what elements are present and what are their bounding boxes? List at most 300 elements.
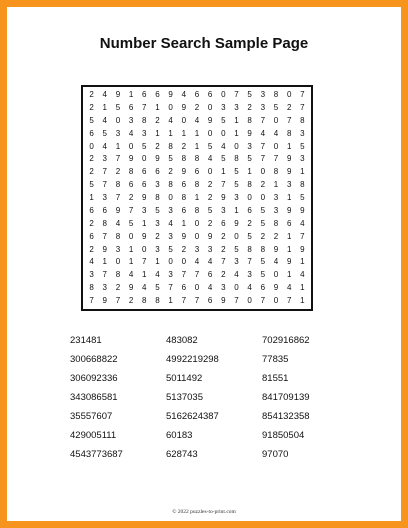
grid-cell: 0 (273, 296, 279, 305)
word-item: 4992219298 (166, 354, 219, 365)
grid-cell: 1 (286, 193, 292, 202)
puzzle-page (7, 7, 401, 521)
grid-cell: 1 (194, 141, 200, 151)
grid-cell: 7 (300, 102, 305, 112)
grid-cell: 9 (207, 115, 213, 125)
word-item: 429005111 (70, 430, 117, 441)
word-item: 5011492 (166, 373, 203, 384)
grid-cell: 0 (115, 115, 121, 125)
grid-row (85, 116, 309, 126)
grid-cell: 9 (142, 231, 147, 241)
grid-cell: 8 (260, 244, 266, 254)
grid-cell: 8 (89, 283, 94, 293)
grid-cell: 7 (286, 296, 292, 305)
grid-cell: 1 (234, 205, 239, 215)
grid-cell: 3 (260, 90, 266, 99)
grid-cell: 0 (128, 141, 134, 151)
grid-cell: 8 (286, 128, 292, 138)
grid-cell: 5 (221, 154, 226, 164)
grid-cell: 2 (207, 218, 213, 228)
grid-cell: 8 (300, 180, 305, 190)
grid-row (85, 257, 309, 267)
word-item: 231481 (70, 335, 102, 346)
grid-cell: 4 (168, 115, 173, 125)
grid-cell: 0 (115, 257, 121, 267)
grid-cell: 9 (247, 128, 252, 138)
grid-cell: 2 (155, 115, 160, 125)
grid-cell: 6 (142, 167, 147, 177)
grid-cell: 7 (234, 90, 239, 99)
grid-cell: 3 (234, 102, 239, 112)
grid-cell: 4 (155, 270, 160, 280)
grid-row (85, 219, 309, 229)
grid-cell: 2 (89, 102, 94, 112)
grid-cell: 9 (221, 296, 226, 305)
grid-cell: 9 (142, 193, 147, 202)
grid-cell: 2 (221, 231, 226, 241)
grid-cell: 3 (155, 218, 160, 228)
grid-cell: 0 (221, 128, 226, 138)
grid-cell: 3 (207, 244, 213, 254)
grid-cell: 8 (155, 193, 160, 202)
grid-cell: 3 (168, 205, 173, 215)
grid-cell: 1 (181, 128, 187, 138)
grid-cell: 6 (89, 205, 94, 215)
grid-cell: 8 (247, 180, 252, 190)
grid-cell: 2 (260, 231, 266, 241)
grid-cell: 2 (155, 141, 160, 151)
grid-cell: 9 (234, 218, 239, 228)
grid-cell: 4 (89, 257, 94, 267)
grid-cell: 9 (102, 296, 107, 305)
grid-cell: 1 (300, 283, 305, 293)
grid-cell: 1 (155, 128, 160, 138)
grid-cell: 3 (273, 205, 279, 215)
grid-cell: 3 (260, 102, 266, 112)
grid-cell: 7 (260, 154, 266, 164)
grid-cell: 5 (234, 167, 239, 177)
word-item: 343086581 (70, 392, 118, 403)
grid-cell: 3 (234, 257, 239, 267)
grid-cell: 0 (142, 244, 147, 254)
grid-cell: 0 (234, 283, 239, 293)
grid-cell: 9 (286, 257, 292, 267)
grid-cell: 3 (168, 270, 173, 280)
grid-cell: 3 (102, 154, 107, 164)
grid-cell: 3 (168, 231, 173, 241)
grid-cell: 8 (168, 180, 173, 190)
grid-cell: 4 (102, 115, 107, 125)
grid-cell: 4 (286, 283, 292, 293)
grid-cell: 7 (102, 231, 107, 241)
grid-cell: 3 (115, 244, 121, 254)
grid-cell: 1 (155, 257, 160, 267)
word-item: 854132358 (262, 411, 310, 422)
grid-cell: 6 (207, 296, 213, 305)
grid-cell: 7 (300, 231, 305, 241)
grid-cell: 0 (128, 231, 134, 241)
grid-cell: 1 (221, 167, 226, 177)
grid-cell: 3 (115, 128, 121, 138)
grid-cell: 3 (300, 128, 305, 138)
grid-cell: 5 (234, 180, 239, 190)
grid-cell: 5 (247, 90, 252, 99)
grid-cell: 4 (273, 128, 279, 138)
grid-cell: 6 (207, 270, 213, 280)
word-item: 5137035 (166, 392, 203, 403)
grid-cell: 3 (247, 270, 252, 280)
grid-cell: 4 (207, 283, 213, 293)
grid-cell: 3 (221, 102, 226, 112)
grid-row (85, 193, 309, 203)
grid-cell: 4 (102, 90, 107, 99)
grid-cell: 7 (142, 257, 147, 267)
word-item: 306092336 (70, 373, 118, 384)
grid-cell: 8 (115, 270, 121, 280)
grid-cell: 5 (142, 141, 147, 151)
grid-cell: 1 (286, 141, 292, 151)
grid-cell: 6 (89, 128, 94, 138)
grid-cell: 2 (221, 244, 226, 254)
grid-cell: 4 (115, 218, 121, 228)
grid-cell: 5 (155, 205, 160, 215)
grid-cell: 5 (207, 141, 213, 151)
grid-cell: 7 (115, 296, 121, 305)
grid-cell: 4 (234, 270, 239, 280)
grid-cell: 6 (128, 180, 134, 190)
grid-row (85, 154, 309, 164)
grid-cell: 0 (260, 167, 266, 177)
word-item: 35557607 (70, 411, 113, 422)
word-item: 91850504 (262, 430, 305, 441)
grid-cell: 9 (102, 244, 107, 254)
grid-cell: 2 (286, 102, 292, 112)
grid-cell: 5 (260, 218, 266, 228)
grid-cell: 4 (207, 154, 213, 164)
grid-cell: 7 (181, 270, 187, 280)
grid-cell: 7 (89, 296, 94, 305)
grid-cell: 2 (221, 270, 226, 280)
grid-cell: 0 (168, 102, 173, 112)
grid-cell: 7 (247, 257, 252, 267)
grid-cell: 8 (247, 244, 252, 254)
grid-cell: 4 (102, 141, 107, 151)
grid-cell: 0 (207, 102, 213, 112)
grid-cell: 0 (194, 218, 200, 228)
word-list (70, 333, 358, 462)
grid-cell: 4 (128, 128, 134, 138)
grid-cell: 3 (102, 283, 107, 293)
grid-cell: 1 (128, 90, 134, 99)
grid-cell: 7 (273, 154, 279, 164)
grid-cell: 8 (102, 218, 107, 228)
grid-cell: 1 (168, 296, 173, 305)
grid-cell: 4 (181, 90, 187, 99)
grid-cell: 3 (300, 154, 305, 164)
grid-cell: 8 (247, 115, 252, 125)
grid-cell: 1 (102, 257, 107, 267)
grid-cell: 1 (286, 270, 292, 280)
grid-cell: 1 (234, 115, 239, 125)
grid-cell: 9 (273, 283, 279, 293)
grid-cell: 2 (181, 141, 187, 151)
grid-cell: 0 (273, 270, 279, 280)
grid-cell: 7 (300, 90, 305, 99)
grid-cell: 2 (89, 90, 94, 99)
grid-cell: 4 (194, 257, 200, 267)
grid-cell: 7 (194, 270, 200, 280)
grid-cell: 9 (155, 154, 160, 164)
grid-cell: 0 (234, 141, 239, 151)
grid-cell: 8 (234, 154, 239, 164)
grid-cell: 1 (89, 193, 94, 202)
grid-cell: 0 (142, 154, 147, 164)
grid-cell: 3 (155, 180, 160, 190)
grid-cell: 6 (221, 218, 226, 228)
grid-cell: 6 (286, 218, 292, 228)
grid-cell: 0 (273, 115, 279, 125)
grid-row (85, 142, 309, 152)
grid-cell: 4 (194, 115, 200, 125)
word-item: 702916862 (262, 335, 310, 346)
grid-cell: 2 (89, 218, 94, 228)
grid-cell: 2 (89, 154, 94, 164)
grid-cell: 2 (89, 167, 94, 177)
grid-cell: 4 (247, 283, 252, 293)
grid-cell: 9 (128, 154, 134, 164)
grid-cell: 0 (247, 193, 252, 202)
word-item: 81551 (262, 373, 289, 384)
grid-cell: 7 (128, 205, 134, 215)
grid-cell: 1 (300, 296, 305, 305)
word-item: 77835 (262, 354, 289, 365)
word-item: 97070 (262, 449, 289, 460)
grid-cell: 6 (260, 283, 266, 293)
grid-cell: 6 (207, 90, 213, 99)
grid-cell: 1 (155, 102, 160, 112)
grid-cell: 0 (221, 90, 226, 99)
grid-cell: 8 (194, 180, 200, 190)
grid-cell: 4 (128, 270, 134, 280)
grid-cell: 7 (115, 154, 121, 164)
grid-cell: 0 (260, 193, 266, 202)
grid-cell: 7 (221, 257, 226, 267)
grid-cell: 3 (273, 193, 279, 202)
grid-cell: 1 (181, 218, 187, 228)
grid-cell: 8 (142, 115, 147, 125)
grid-cell: 0 (286, 90, 292, 99)
grid-cell: 9 (221, 193, 226, 202)
grid-cell: 8 (273, 167, 279, 177)
grid-cell: 4 (142, 283, 147, 293)
grid-cell: 5 (221, 115, 226, 125)
grid-cell: 5 (234, 244, 239, 254)
grid-cell: 5 (115, 102, 121, 112)
grid-cell: 2 (207, 180, 213, 190)
grid-cell: 5 (102, 128, 107, 138)
grid-cell: 7 (102, 167, 107, 177)
grid-cell: 7 (168, 283, 173, 293)
grid-row (85, 283, 309, 293)
grid-cell: 4 (168, 218, 173, 228)
grid-cell: 3 (286, 180, 292, 190)
grid-cell: 1 (300, 167, 305, 177)
grid-cell: 8 (115, 180, 121, 190)
grid-cell: 5 (89, 115, 94, 125)
grid-cell: 1 (128, 257, 134, 267)
grid-cell: 7 (260, 141, 266, 151)
grid-row (85, 232, 309, 242)
word-item: 300668822 (70, 354, 118, 365)
grid-cell: 9 (115, 90, 121, 99)
grid-cell: 2 (273, 231, 279, 241)
grid-cell: 0 (194, 283, 200, 293)
grid-cell: 6 (181, 283, 187, 293)
grid-cell: 8 (194, 205, 200, 215)
grid-row (85, 245, 309, 255)
grid-cell: 1 (142, 218, 147, 228)
grid-cell: 5 (260, 270, 266, 280)
grid-cell: 9 (286, 167, 292, 177)
grid-row (85, 296, 309, 306)
grid-cell: 4 (221, 141, 226, 151)
grid-cell: 0 (273, 141, 279, 151)
grid-cell: 0 (168, 193, 173, 202)
grid-cell: 6 (142, 180, 147, 190)
grid-cell: 1 (128, 244, 134, 254)
grid-cell: 8 (155, 296, 160, 305)
grid-cell: 1 (234, 128, 239, 138)
grid-cell: 9 (286, 205, 292, 215)
grid-cell: 3 (142, 128, 147, 138)
grid-cell: 0 (181, 257, 187, 267)
grid-cell: 3 (102, 193, 107, 202)
grid-cell: 0 (234, 231, 239, 241)
grid-cell: 4 (207, 257, 213, 267)
word-item: 5162624387 (166, 411, 219, 422)
grid-cell: 1 (194, 193, 200, 202)
grid-cell: 7 (181, 296, 187, 305)
grid-cell: 1 (115, 141, 121, 151)
grid-cell: 2 (207, 193, 213, 202)
grid-cell: 7 (260, 115, 266, 125)
grid-cell: 1 (102, 102, 107, 112)
grid-cell: 2 (128, 296, 134, 305)
grid-cell: 2 (155, 231, 160, 241)
grid-cell: 5 (168, 154, 173, 164)
grid-cell: 3 (194, 244, 200, 254)
grid-row (85, 270, 309, 280)
word-item: 60183 (166, 430, 193, 441)
grid-cell: 6 (142, 90, 147, 99)
grid-cell: 1 (168, 128, 173, 138)
grid-row (85, 180, 309, 190)
grid-cell: 9 (273, 244, 279, 254)
grid-cell: 6 (155, 90, 160, 99)
grid-cell: 0 (207, 167, 213, 177)
grid-cell: 2 (89, 244, 94, 254)
grid-cell: 6 (194, 90, 200, 99)
grid-cell: 5 (128, 218, 134, 228)
grid-cell: 9 (181, 167, 187, 177)
word-item: 483082 (166, 335, 198, 346)
grid-cell: 7 (260, 296, 266, 305)
grid-cell: 5 (247, 154, 252, 164)
grid-cell: 8 (194, 154, 200, 164)
grid-cell: 7 (286, 115, 292, 125)
grid-cell: 2 (168, 167, 173, 177)
grid-cell: 5 (207, 205, 213, 215)
grid-cell: 4 (260, 128, 266, 138)
page-title: Number Search Sample Page (99, 35, 309, 52)
grid-cell: 7 (115, 193, 121, 202)
grid-cell: 5 (300, 193, 305, 202)
grid-cell: 3 (234, 193, 239, 202)
grid-cell: 2 (128, 193, 134, 202)
grid-cell: 9 (300, 205, 305, 215)
grid-cell: 7 (221, 180, 226, 190)
grid-cell: 6 (194, 167, 200, 177)
grid-cell: 1 (273, 180, 279, 190)
grid-cell: 5 (89, 180, 94, 190)
grid-cell: 5 (300, 141, 305, 151)
grid-cell: 2 (247, 102, 252, 112)
grid-cell: 8 (273, 90, 279, 99)
grid-cell: 2 (194, 102, 200, 112)
grid-cell: 7 (142, 102, 147, 112)
grid-cell: 0 (89, 141, 94, 151)
grid-cell: 8 (168, 141, 173, 151)
number-grid (81, 85, 313, 311)
grid-cell: 9 (300, 244, 305, 254)
grid-cell: 4 (300, 270, 305, 280)
grid-cell: 6 (247, 205, 252, 215)
grid-cell: 3 (221, 283, 226, 293)
grid-cell: 8 (273, 218, 279, 228)
grid-cell: 7 (102, 270, 107, 280)
grid-cell: 7 (194, 296, 200, 305)
word-item: 628743 (166, 449, 198, 460)
grid-row (85, 129, 309, 139)
grid-cell: 6 (155, 167, 160, 177)
grid-cell: 2 (115, 283, 121, 293)
grid-cell: 5 (260, 257, 266, 267)
grid-cell: 7 (234, 296, 239, 305)
grid-cell: 3 (247, 141, 252, 151)
grid-cell: 1 (286, 231, 292, 241)
copyright-footer: © 2022 puzzles-to-print.com (172, 509, 236, 515)
grid-row (85, 90, 309, 100)
grid-row (85, 103, 309, 113)
grid-cell: 0 (247, 296, 252, 305)
grid-cell: 8 (142, 296, 147, 305)
grid-cell: 8 (181, 193, 187, 202)
word-item: 4543773687 (70, 449, 123, 460)
grid-cell: 6 (128, 102, 134, 112)
grid-cell: 0 (194, 231, 200, 241)
grid-cell: 6 (89, 231, 94, 241)
grid-cell: 5 (155, 283, 160, 293)
grid-cell: 0 (207, 128, 213, 138)
grid-cell: 0 (181, 115, 187, 125)
grid-row (85, 206, 309, 216)
grid-cell: 8 (181, 154, 187, 164)
grid-cell: 6 (102, 205, 107, 215)
grid-cell: 9 (181, 231, 187, 241)
grid-cell: 1 (194, 128, 200, 138)
grid-row (85, 167, 309, 177)
grid-cell: 2 (260, 180, 266, 190)
